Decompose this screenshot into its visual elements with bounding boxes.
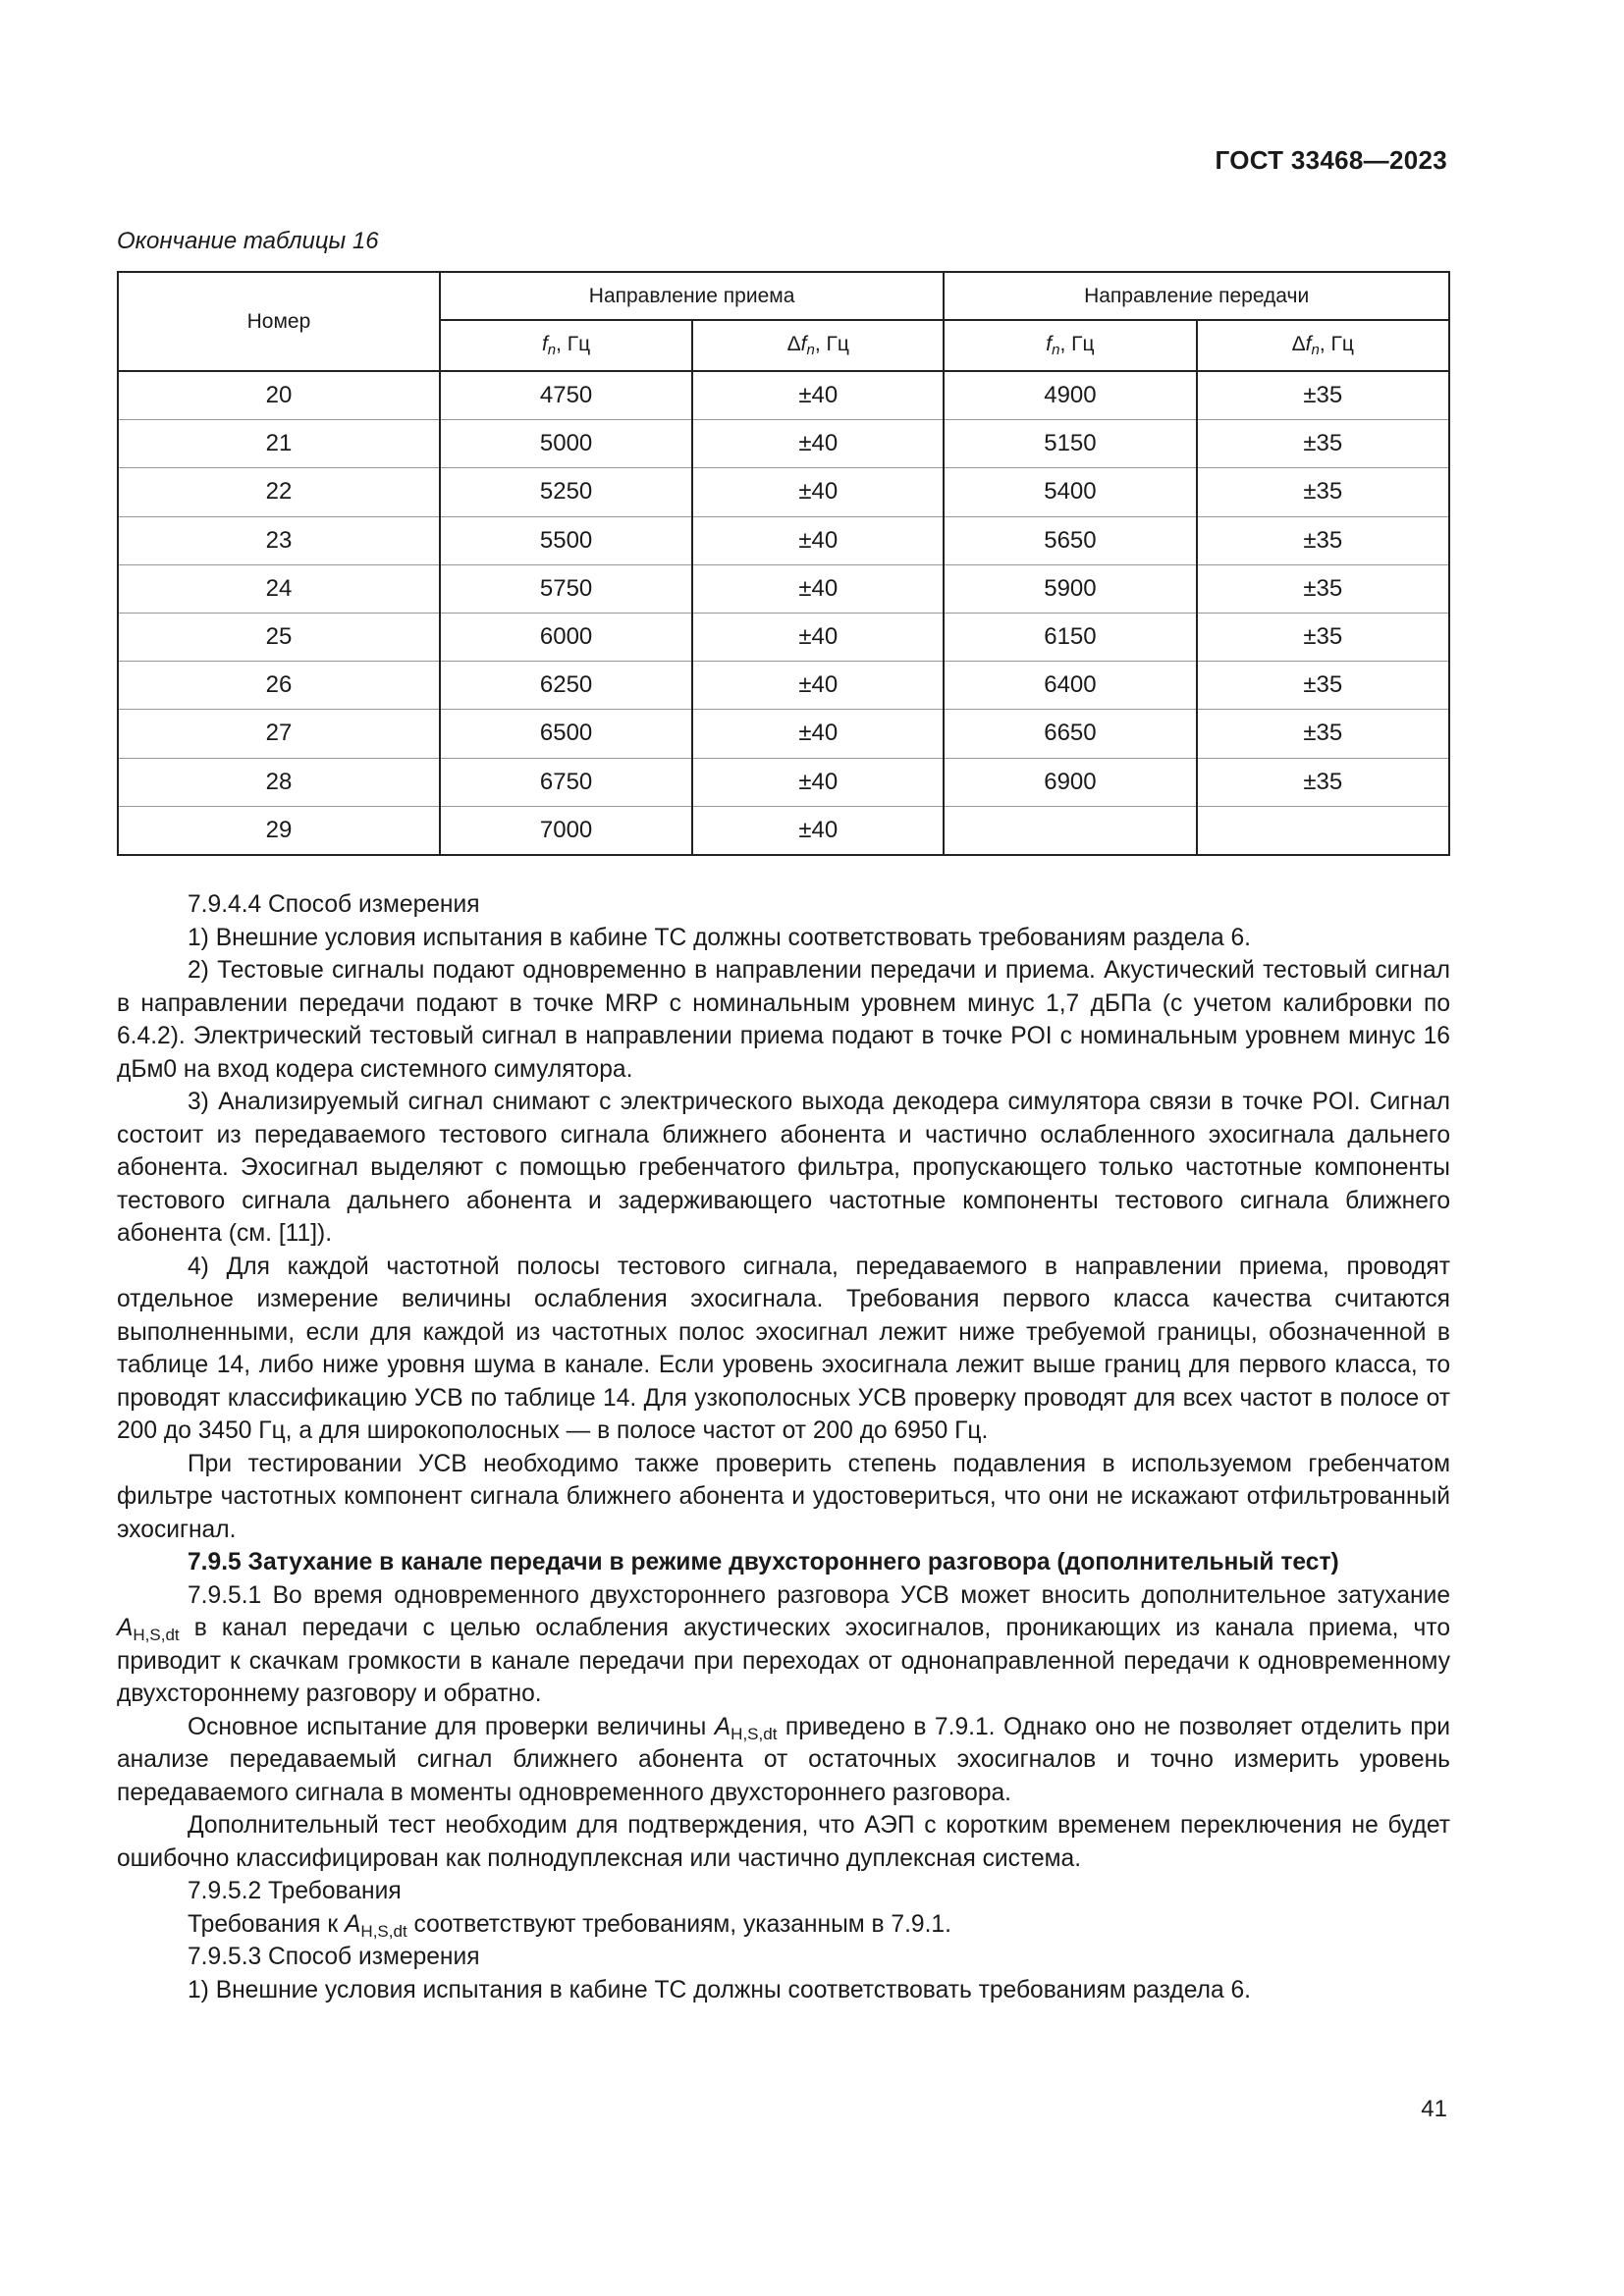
table-cell-n: 20 xyxy=(118,371,440,420)
table-cell-tf: 6150 xyxy=(944,613,1196,661)
table-cell-n: 22 xyxy=(118,468,440,516)
col-group-transmit: Направление передачи xyxy=(944,272,1449,320)
paragraph: При тестировании УСВ необходимо также проверить степень подавления в используемом гребенчатом фильтре частотных компонент сигнала ближнего абонента и удостовериться, что они не искажают отфильтрованный эхосигнал. xyxy=(117,1450,1450,1543)
table-row xyxy=(118,613,1449,661)
section-heading-7-9-4-4: 7.9.4.4 Способ измерения xyxy=(188,891,480,918)
table-cell-tf: 5400 xyxy=(944,468,1196,516)
table-cell-tf: 5650 xyxy=(944,516,1196,564)
table-cell-tdf: ±35 xyxy=(1197,371,1449,420)
paragraph: Основное испытание для проверки величины $A_{H,S,dt}$ приведено в 7.9.1. Однако оно не позволяет отделить при анализе передаваемый сигнал ближнего абонента от остаточных эхосигналов и точно измерить уровень передаваемого сигнала в моменты одновременного двухстороннего разговора. xyxy=(117,1713,1450,1806)
table-row xyxy=(118,662,1449,710)
table-cell-tf: 5150 xyxy=(944,420,1196,468)
col-header-transmit-f: $f_n$, Гц xyxy=(944,320,1196,371)
table-cell-tf xyxy=(944,806,1196,855)
table-cell-rf: 5250 xyxy=(440,468,692,516)
table-cell-rdf: ±40 xyxy=(692,710,944,758)
table-cell-tdf: ±35 xyxy=(1197,516,1449,564)
table-row xyxy=(118,468,1449,516)
table-cell-tdf xyxy=(1197,806,1449,855)
table-cell-n: 28 xyxy=(118,758,440,806)
table-cell-n: 24 xyxy=(118,564,440,613)
table-cell-rf: 6250 xyxy=(440,662,692,710)
table-cell-tdf: ±35 xyxy=(1197,613,1449,661)
table-cell-n: 25 xyxy=(118,613,440,661)
section-heading-7-9-5-2: 7.9.5.2 Требования xyxy=(188,1878,402,1904)
col-header-receive-f: $f_n$, Гц xyxy=(440,320,692,371)
table-cell-rf: 5750 xyxy=(440,564,692,613)
section-heading-7-9-5: 7.9.5 Затухание в канале передачи в режиме двухстороннего разговора (дополнительный тест) xyxy=(188,1549,1339,1575)
table-row xyxy=(118,758,1449,806)
table-cell-rdf: ±40 xyxy=(692,420,944,468)
paragraph: 3) Анализируемый сигнал снимают с электрического выхода декодера симулятора связи в точке POI. Сигнал состоит из передаваемого тестового сигнала ближнего абонента и частично ослабленного эхосигнала дальнего абонента. Эхосигнал выделяют с помощью гребенчатого фильтра, пропускающего только частотные компоненты тестового сигнала дальнего абонента и задерживающего частотные компоненты тестового сигнала ближнего абонента (см. [11]). xyxy=(117,1089,1450,1247)
table-cell-rf: 5000 xyxy=(440,420,692,468)
table-cell-tf: 5900 xyxy=(944,564,1196,613)
col-header-receive-df: $\Delta f_n$, Гц xyxy=(692,320,944,371)
table-cell-rdf: ±40 xyxy=(692,613,944,661)
table-cell-tdf: ±35 xyxy=(1197,420,1449,468)
table-caption: Окончание таблицы 16 xyxy=(117,228,379,254)
paragraph: Дополнительный тест необходим для подтверждения, что АЭП с коротким временем переключения не будет ошибочно классифицирован как полнодуплексная или частично дуплексная система. xyxy=(117,1812,1450,1872)
col-group-receive: Направление приема xyxy=(440,272,944,320)
frequency-table xyxy=(117,271,1450,856)
table-cell-n: 27 xyxy=(118,710,440,758)
table-cell-tdf: ±35 xyxy=(1197,564,1449,613)
table-cell-rdf: ±40 xyxy=(692,806,944,855)
table-cell-rf: 7000 xyxy=(440,806,692,855)
table-cell-tf: 4900 xyxy=(944,371,1196,420)
table-cell-rf: 6750 xyxy=(440,758,692,806)
table-row xyxy=(118,371,1449,420)
document-header: ГОСТ 33468—2023 xyxy=(1215,145,1447,175)
paragraph: 4) Для каждой частотной полосы тестового сигнала, передаваемого в направлении приема, проводят отдельное измерение величины ослабления эхосигнала. Требования первого класса качества считаются выполненными, если для каждой из частотных полос эхосигнал лежит ниже требуемой границы, обозначенной в таблице 14, либо ниже уровня шума в канале. Если уровень эхосигнала лежит выше границ для первого класса, то проводят классификацию УСВ по таблице 14. Для узкополосных УСВ проверку проводят для всех частот в полосе от 200 до 3450 Гц, а для широкополосных — в полосе частот от 200 до 6950 Гц. xyxy=(117,1253,1450,1444)
paragraph: Требования к $A_{H,S,dt}$ соответствуют требованиям, указанным в 7.9.1. xyxy=(188,1910,951,1941)
table-cell-rdf: ±40 xyxy=(692,371,944,420)
table-cell-n: 23 xyxy=(118,516,440,564)
table-cell-tdf: ±35 xyxy=(1197,468,1449,516)
paragraph: 2) Тестовые сигналы подают одновременно в направлении передачи и приема. Акустический тестовый сигнал в направлении передачи подают в точке MRP с номинальным уровнем минус 1,7 дБПа (с учетом калибровки по 6.4.2). Электрический тестовый сигнал в направлении приема подают в точке POI с номинальным уровнем минус 16 дБм0 на вход кодера системного симулятора. xyxy=(117,957,1450,1083)
table-cell-rdf: ±40 xyxy=(692,516,944,564)
table-cell-tdf: ±35 xyxy=(1197,758,1449,806)
table-row xyxy=(118,564,1449,613)
paragraph: 7.9.5.1 Во время одновременного двухстороннего разговора УСВ может вносить дополнительное затухание $A_{H,S,dt}$ в канал передачи с целью ослабления акустических эхосигналов, проникающих из канала приема, что приводит к скачкам громкости в канале передачи при переходах от однонаправленной передачи к одновременному двухстороннему разговору и обратно. xyxy=(117,1581,1450,1707)
table-cell-rf: 6000 xyxy=(440,613,692,661)
table-cell-n: 21 xyxy=(118,420,440,468)
table-cell-n: 26 xyxy=(118,662,440,710)
table-cell-rf: 5500 xyxy=(440,516,692,564)
table-cell-rdf: ±40 xyxy=(692,564,944,613)
table-cell-rf: 6500 xyxy=(440,710,692,758)
table-cell-rdf: ±40 xyxy=(692,758,944,806)
table-cell-tf: 6900 xyxy=(944,758,1196,806)
table-cell-tf: 6650 xyxy=(944,710,1196,758)
table-cell-rdf: ±40 xyxy=(692,662,944,710)
table-cell-tdf: ±35 xyxy=(1197,710,1449,758)
table-row xyxy=(118,806,1449,855)
col-header-transmit-df: $\Delta f_n$, Гц xyxy=(1197,320,1449,371)
table-cell-rf: 4750 xyxy=(440,371,692,420)
table-cell-n: 29 xyxy=(118,806,440,855)
paragraph: 1) Внешние условия испытания в кабине ТС должны соответствовать требованиям раздела 6. xyxy=(188,924,1251,951)
table-cell-tf: 6400 xyxy=(944,662,1196,710)
table-row xyxy=(118,516,1449,564)
paragraph: 1) Внешние условия испытания в кабине ТС должны соответствовать требованиям раздела 6. xyxy=(188,1976,1251,2003)
page-number: 41 xyxy=(1421,2096,1447,2122)
table-cell-tdf: ±35 xyxy=(1197,662,1449,710)
table-row xyxy=(118,420,1449,468)
body-text xyxy=(117,888,1450,2006)
table-cell-rdf: ±40 xyxy=(692,468,944,516)
section-heading-7-9-5-3: 7.9.5.3 Способ измерения xyxy=(188,1944,480,1970)
table-row xyxy=(118,710,1449,758)
col-header-number: Номер xyxy=(118,272,440,371)
